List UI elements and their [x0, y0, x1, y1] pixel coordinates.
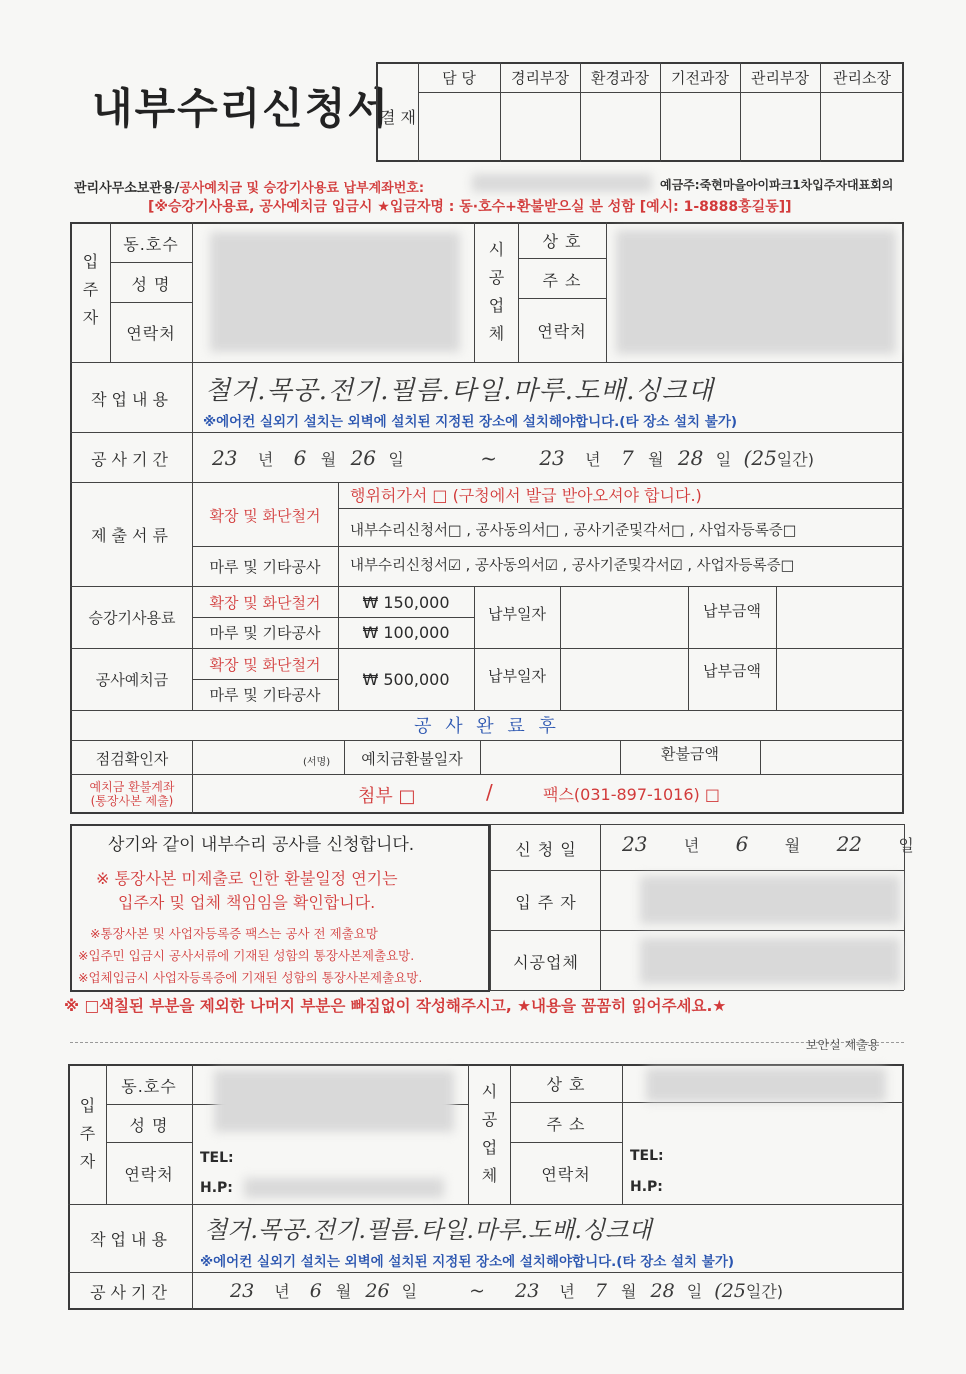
security-unit-day-2: 일	[686, 1282, 703, 1301]
approval-head-5: 관리부장	[751, 68, 809, 87]
contractor-group-label	[476, 232, 518, 352]
after-attach: 첨부 □	[358, 786, 416, 807]
period-unit-day-1: 일	[388, 450, 404, 469]
redacted-contractor-info	[616, 230, 896, 354]
approval-head-4: 기전과장	[671, 68, 729, 87]
security-contact-label: 연락처	[124, 1164, 174, 1184]
security-unit-year-2: 년	[559, 1282, 575, 1301]
security-c-contact-label: 연락처	[541, 1164, 591, 1184]
resident-name-label: 성 명	[131, 274, 171, 294]
account-holder: 예금주:죽현마을아이파크1차입주자대표회의	[660, 178, 894, 192]
security-contractor-char-1: 시	[481, 1082, 499, 1101]
after-account-line-2: (통장사본 제출)	[90, 794, 174, 808]
period-end-year: 23	[539, 446, 565, 470]
redacted-security-resident	[214, 1070, 454, 1132]
after-refund-date-label: 예치금환불일자	[361, 749, 463, 768]
period-tilde: ~	[480, 446, 497, 470]
security-copy-label: 보안실 제출용	[806, 1038, 880, 1052]
apply-date-label: 신 청 일	[515, 839, 577, 859]
period-unit-days: 일간)	[776, 450, 814, 469]
security-contractor-tel: TEL:	[630, 1148, 664, 1164]
security-tilde: ~	[469, 1280, 486, 1302]
approval-head-2: 경리부장	[511, 68, 569, 87]
apply-unit-year: 년	[683, 836, 700, 855]
resident-group-label	[72, 240, 110, 340]
period-start-day: 26	[350, 446, 377, 470]
security-contractor-char-3: 업	[481, 1138, 499, 1157]
security-resident-hp: H.P:	[200, 1180, 233, 1196]
resident-unit-label: 동.호수	[123, 234, 179, 254]
security-contractor-char-2: 공	[481, 1110, 499, 1129]
apply-date-value	[622, 832, 914, 856]
bank-line-prefix: 관리사무소보관용/	[74, 181, 180, 196]
apply-unit-day: 일	[898, 836, 914, 855]
redacted-resident-info	[210, 232, 460, 352]
period-end-month: 7	[620, 446, 634, 470]
redacted-security-contractor	[646, 1068, 886, 1102]
elevator-floor-amount: ₩ 100,000	[362, 622, 450, 642]
page-title: 내부수리신청서	[92, 84, 391, 133]
redacted-account	[472, 174, 652, 192]
resident-contact-label: 연락처	[126, 323, 176, 343]
period-start-month: 6	[293, 446, 307, 470]
apply-red-2: 입주자 및 업체 책임임을 확인합니다.	[118, 893, 376, 912]
security-address-label: 주 소	[546, 1114, 586, 1134]
security-company-label: 상 호	[546, 1074, 586, 1094]
apply-resident-label: 입 주 자	[515, 892, 577, 912]
security-work-value: 철거.목공.전기.필름.타일.마루.도배.싱크대	[204, 1216, 652, 1244]
contractor-address-label: 주 소	[542, 270, 582, 290]
approval-head-6: 관리소장	[833, 68, 891, 87]
approval-label: 결 재	[380, 107, 416, 127]
security-end-year: 23	[515, 1280, 540, 1302]
deposit-pay-date-label: 납부일자	[488, 666, 546, 685]
security-start-month: 6	[309, 1280, 322, 1302]
security-contractor-char-4: 체	[481, 1166, 499, 1185]
security-unit-day-1: 일	[401, 1282, 418, 1301]
security-end-day: 28	[650, 1280, 675, 1302]
elevator-pay-date-label: 납부일자	[488, 604, 546, 623]
work-notice: ※에어컨 실외기 설치는 외벽에 설치된 지정된 장소에 설치해야합니다.(타 장소 설치 불가)	[203, 414, 738, 430]
after-refund-amount-label: 환불금액	[661, 744, 719, 763]
security-resident-char-1: 입	[79, 1096, 97, 1115]
bank-line	[74, 177, 424, 196]
contractor-group-char-4: 체	[488, 324, 506, 343]
security-work-label: 작업내용	[90, 1229, 172, 1249]
elevator-floor-label: 마루 및 기타공사	[209, 623, 321, 642]
period-unit-day-2: 일	[715, 450, 732, 469]
contractor-group-char-1: 시	[488, 240, 506, 259]
work-label: 작업내용	[91, 389, 173, 409]
apply-statement: 상기와 같이 내부수리 공사를 신청합니다.	[108, 835, 415, 855]
after-account-line-1: 예치금 환불계좌	[89, 780, 175, 794]
period-value: 23 년 6 월 26 일 ~ 23 년 7 월 28 일 (25일간)	[212, 446, 814, 470]
resident-group-char-1: 입	[82, 252, 100, 271]
security-period-value: 23 년 6 월 26 일 ~ 23 년 7 월 28 일 (25일간)	[230, 1280, 784, 1302]
after-fax: 팩스(031-897-1016) □	[543, 785, 720, 804]
apply-contractor-label: 시공업체	[513, 952, 579, 972]
deposit-ext-label: 확장 및 화단철거	[209, 655, 321, 674]
apply-note-3: ※업체입금시 사업자등록증에 기재된 성함의 통장사본제출요망.	[78, 970, 423, 985]
redacted-apply-contractor	[640, 938, 900, 984]
apply-note-2: ※입주민 입금시 공사서류에 기재된 성함의 통장사본제출요망.	[78, 948, 415, 963]
redacted-apply-resident	[640, 876, 900, 924]
apply-unit-month: 월	[784, 836, 801, 855]
contractor-group-char-2: 공	[488, 268, 506, 287]
security-start-year: 23	[230, 1280, 255, 1302]
elevator-ext-amount: ₩ 150,000	[362, 592, 450, 612]
approval-head-3: 환경과장	[591, 68, 649, 87]
after-account-label	[72, 776, 192, 812]
security-end-month: 7	[594, 1280, 607, 1302]
docs-ext-list: 내부수리신청서□ , 공사동의서□ , 공사기준및각서□ , 사업자등록증□	[350, 523, 797, 539]
period-label: 공사기간	[91, 449, 173, 469]
apply-note-1: ※통장사본 및 사업자등록증 팩스는 공사 전 제출요망	[90, 926, 378, 941]
period-days: 25	[751, 446, 777, 470]
docs-floor-label: 마루 및 기타공사	[209, 557, 321, 576]
contractor-contact-label: 연락처	[537, 321, 587, 341]
security-unit-days: 일간)	[745, 1282, 784, 1301]
bank-line-red: 공사예치금 및 승강기사용료 납부계좌번호:	[179, 181, 425, 196]
period-unit-year-2: 년	[585, 450, 601, 469]
after-sign-label: (서명)	[303, 757, 331, 768]
security-period-label: 공사기간	[90, 1282, 172, 1302]
period-unit-year-1: 년	[257, 450, 274, 469]
security-unit-month-1: 월	[335, 1282, 352, 1301]
footer-notice: ※ □색칠된 부분을 제외한 나머지 부분은 빠짐없이 작성해주시고, ★내용을 꼼꼼히 읽어주세요.★	[64, 997, 727, 1015]
security-unit-label: 동.호수	[121, 1076, 177, 1096]
security-resident-char-2: 주	[79, 1124, 97, 1143]
docs-permit: 행위허가서 □ (구청에서 발급 받아오셔야 합니다.)	[350, 486, 702, 505]
contractor-group-char-3: 업	[488, 296, 506, 315]
period-start-year: 23	[212, 446, 238, 470]
period-unit-month-1: 월	[320, 450, 337, 469]
deposit-pay-amount-label: 납부금액	[703, 661, 761, 680]
docs-ext-label: 확장 및 화단철거	[209, 506, 321, 525]
docs-label: 제출서류	[91, 525, 173, 545]
security-days: 25	[721, 1280, 746, 1302]
security-contractor-group	[470, 1074, 510, 1194]
deposit-label: 공사예치금	[95, 670, 169, 689]
security-work-notice: ※에어컨 실외기 설치는 외벽에 설치된 지정된 장소에 설치해야합니다.(타 장소 설치 불가)	[200, 1254, 735, 1270]
docs-floor-list: 내부수리신청서☑ , 공사동의서☑ , 공사기준및각서☑ , 사업자등록증□	[350, 558, 795, 574]
security-resident-group	[70, 1084, 106, 1184]
work-value: 철거.목공.전기.필름.타일.마루.도배.싱크대	[205, 376, 714, 406]
apply-date-month: 6	[735, 832, 749, 856]
apply-red-1: ※ 통장사본 미제출로 인한 환불일정 연기는	[96, 869, 398, 888]
elevator-label: 승강기사용료	[88, 608, 176, 627]
security-start-day: 26	[365, 1280, 390, 1302]
contractor-company-label: 상 호	[542, 231, 582, 251]
after-inspector-label: 점검확인자	[95, 749, 169, 768]
resident-group-char-2: 주	[82, 280, 100, 299]
apply-date-year: 23	[622, 832, 648, 856]
deposit-notice: [※승강기사용료, 공사예치금 입금시 ★입금자명 : 동·호수+환불받으실 분 성함 [예시: 1-8888홍길동]]	[148, 199, 792, 215]
period-end-day: 28	[677, 446, 704, 470]
redacted-security-hp	[244, 1178, 444, 1198]
approval-head-1: 담 당	[442, 68, 476, 87]
elevator-pay-amount-label: 납부금액	[703, 601, 761, 620]
security-unit-month-2: 월	[621, 1282, 637, 1301]
period-unit-month-2: 월	[648, 450, 664, 469]
after-title: 공 사 완 료 후	[414, 716, 560, 737]
apply-date-day: 22	[836, 832, 863, 856]
after-slash: /	[486, 780, 493, 804]
security-unit-year-1: 년	[274, 1282, 290, 1301]
security-resident-char-3: 자	[79, 1152, 97, 1171]
resident-group-char-3: 자	[82, 308, 100, 327]
security-name-label: 성 명	[129, 1115, 169, 1135]
deposit-amount: ₩ 500,000	[362, 669, 450, 689]
elevator-ext-label: 확장 및 화단철거	[209, 593, 321, 612]
deposit-floor-label: 마루 및 기타공사	[209, 685, 321, 704]
security-contractor-hp: H.P:	[630, 1179, 663, 1195]
security-resident-tel: TEL:	[200, 1150, 234, 1166]
